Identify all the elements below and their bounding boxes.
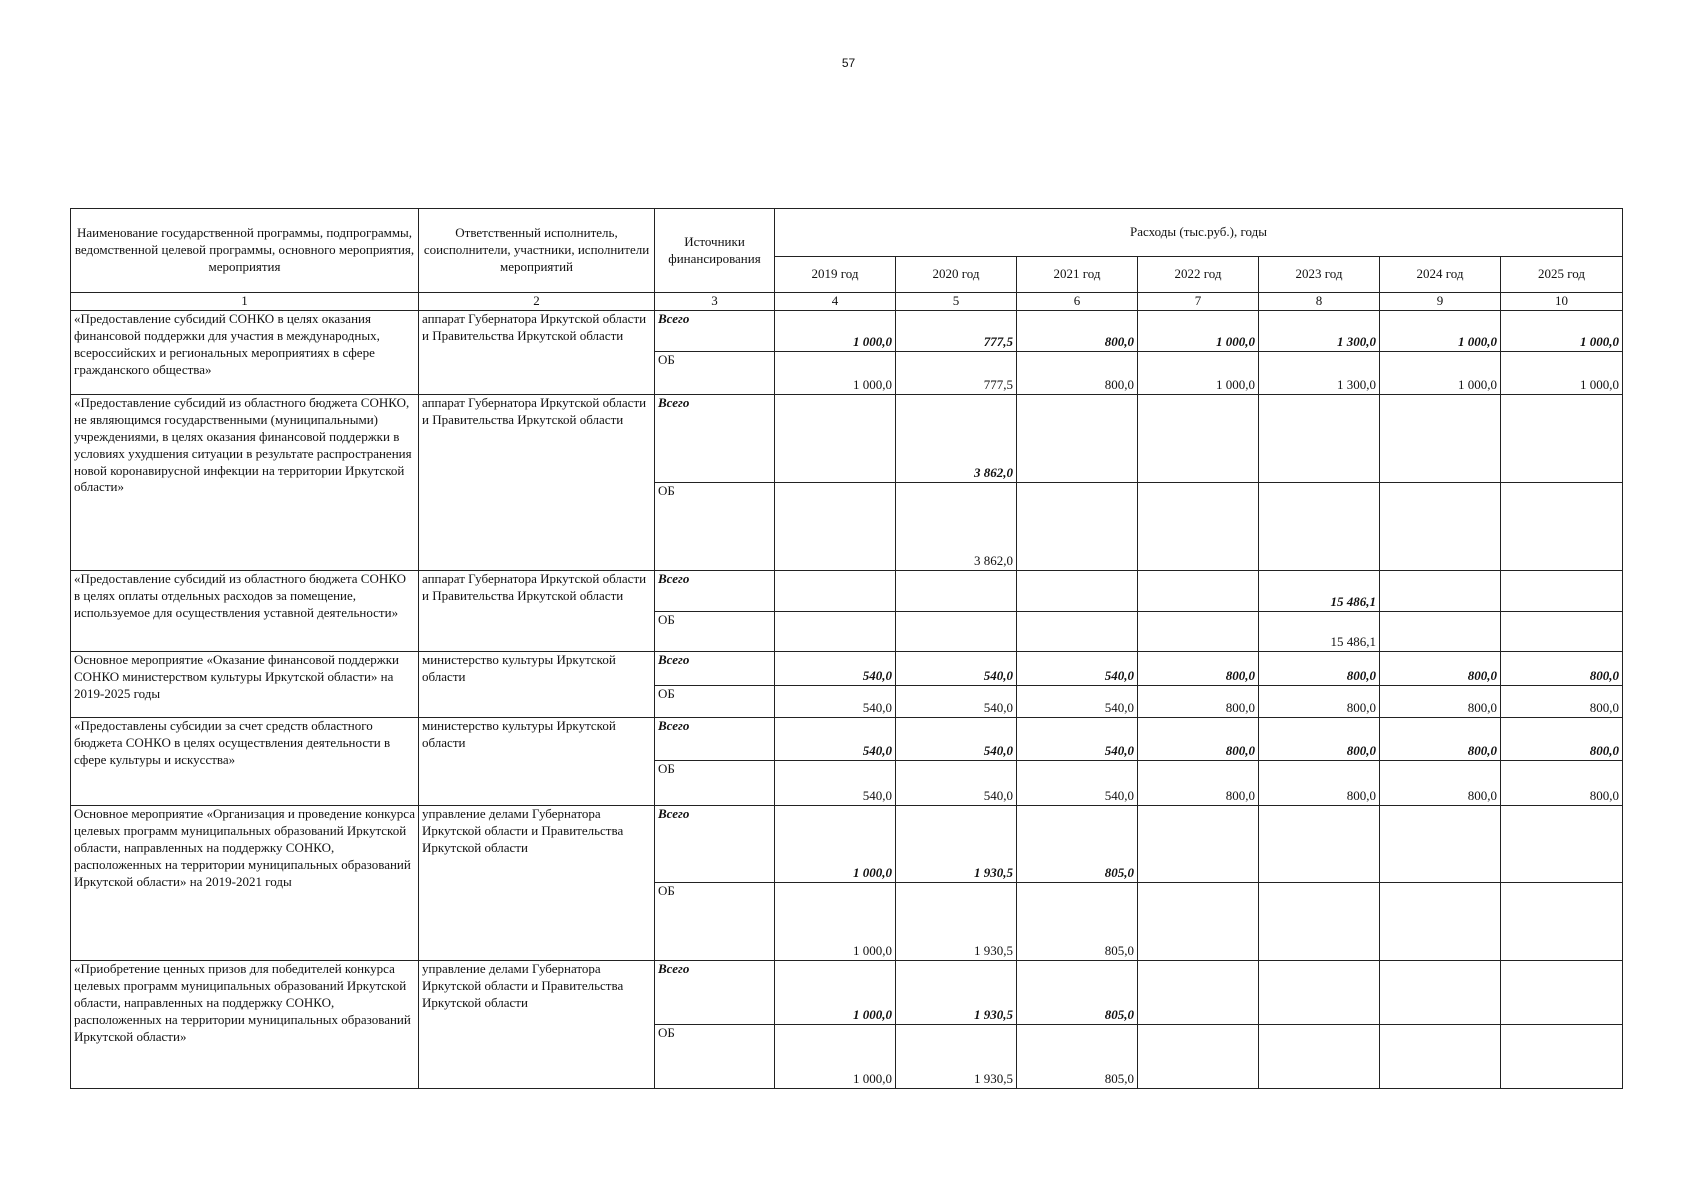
value-ob: 1 300,0 <box>1259 352 1380 395</box>
value-total: 3 862,0 <box>896 395 1017 483</box>
value-ob: 1 930,5 <box>896 883 1017 961</box>
value-ob: 540,0 <box>775 686 896 718</box>
value-ob <box>1501 1025 1623 1089</box>
value-total: 1 000,0 <box>775 311 896 352</box>
value-ob <box>1259 1025 1380 1089</box>
value-total <box>1259 806 1380 883</box>
value-total <box>1501 571 1623 612</box>
executor: министерство культуры Иркутской области <box>419 718 655 806</box>
value-total <box>1501 961 1623 1025</box>
table-row-total <box>71 311 1623 352</box>
value-ob: 800,0 <box>1501 761 1623 806</box>
value-ob: 800,0 <box>1017 352 1138 395</box>
value-total: 1 000,0 <box>1501 311 1623 352</box>
value-total <box>1380 961 1501 1025</box>
value-ob: 1 000,0 <box>775 1025 896 1089</box>
header-executor: Ответственный исполнитель, соисполнители, участники, исполнители мероприятий <box>419 209 655 293</box>
value-total: 805,0 <box>1017 961 1138 1025</box>
value-total <box>1380 806 1501 883</box>
source-ob: ОБ <box>655 1025 775 1089</box>
source-total: Всего <box>655 718 775 761</box>
source-total: Всего <box>655 571 775 612</box>
value-total: 800,0 <box>1501 718 1623 761</box>
value-total: 540,0 <box>1017 718 1138 761</box>
header-name: Наименование государственной программы, подпрограммы, ведомственной целевой программы, основного мероприятия, мероприятия <box>71 209 419 293</box>
program-name: Основное мероприятие «Организация и проведение конкурса целевых программ муниципальных образований Иркутской области, направленных на поддержку СОНКО, расположенных на территории муниципальных образований Иркутской области» на 2019-2021 годы <box>71 806 419 961</box>
column-number: 5 <box>896 293 1017 311</box>
value-total <box>775 571 896 612</box>
value-total: 800,0 <box>1017 311 1138 352</box>
value-ob <box>775 483 896 571</box>
column-number: 8 <box>1259 293 1380 311</box>
value-ob: 805,0 <box>1017 1025 1138 1089</box>
table-row-total <box>71 652 1623 686</box>
header-year: 2021 год <box>1017 257 1138 293</box>
column-number: 4 <box>775 293 896 311</box>
value-total: 777,5 <box>896 311 1017 352</box>
value-ob <box>1380 483 1501 571</box>
value-ob <box>1017 483 1138 571</box>
value-ob <box>1501 612 1623 652</box>
header-expenses: Расходы (тыс.руб.), годы <box>775 209 1623 257</box>
value-total <box>1138 961 1259 1025</box>
value-ob: 800,0 <box>1380 686 1501 718</box>
value-ob <box>1380 1025 1501 1089</box>
value-total <box>775 395 896 483</box>
value-total <box>1259 961 1380 1025</box>
value-ob <box>1138 1025 1259 1089</box>
value-total <box>1501 395 1623 483</box>
table-row-total <box>71 806 1623 883</box>
value-ob <box>1501 883 1623 961</box>
value-total: 15 486,1 <box>1259 571 1380 612</box>
column-number: 2 <box>419 293 655 311</box>
value-total <box>896 571 1017 612</box>
value-total: 800,0 <box>1259 718 1380 761</box>
column-number: 3 <box>655 293 775 311</box>
executor: управление делами Губернатора Иркутской области и Правительства Иркутской области <box>419 961 655 1089</box>
table-row-total <box>71 718 1623 761</box>
source-ob: ОБ <box>655 883 775 961</box>
header-year: 2019 год <box>775 257 896 293</box>
value-ob: 540,0 <box>1017 761 1138 806</box>
value-ob: 1 000,0 <box>775 883 896 961</box>
value-ob <box>1138 483 1259 571</box>
value-total: 800,0 <box>1501 652 1623 686</box>
value-ob <box>1138 883 1259 961</box>
value-ob: 800,0 <box>1138 686 1259 718</box>
value-ob <box>1259 483 1380 571</box>
value-ob: 540,0 <box>896 686 1017 718</box>
value-ob: 1 000,0 <box>1138 352 1259 395</box>
table-row-total <box>71 961 1623 1025</box>
value-total: 800,0 <box>1259 652 1380 686</box>
program-name: Основное мероприятие «Оказание финансовой поддержки СОНКО министерством культуры Иркутской области» на 2019-2025 годы <box>71 652 419 718</box>
header-year: 2020 год <box>896 257 1017 293</box>
program-name: «Предоставление субсидий СОНКО в целях оказания финансовой поддержки для участия в международных, всероссийских и региональных мероприятиях в сфере гражданского общества» <box>71 311 419 395</box>
value-total <box>1017 571 1138 612</box>
column-number: 10 <box>1501 293 1623 311</box>
value-ob <box>775 612 896 652</box>
value-ob: 1 000,0 <box>1380 352 1501 395</box>
executor: аппарат Губернатора Иркутской области и Правительства Иркутской области <box>419 395 655 571</box>
value-ob: 805,0 <box>1017 883 1138 961</box>
column-number: 6 <box>1017 293 1138 311</box>
source-ob: ОБ <box>655 686 775 718</box>
program-name: «Предоставлены субсидии за счет средств областного бюджета СОНКО в целях осуществления деятельности в сфере культуры и искусства» <box>71 718 419 806</box>
source-ob: ОБ <box>655 612 775 652</box>
value-total: 1 000,0 <box>1138 311 1259 352</box>
value-total: 540,0 <box>896 652 1017 686</box>
source-total: Всего <box>655 806 775 883</box>
budget-table <box>70 208 1623 1089</box>
table-row-total <box>71 571 1623 612</box>
page-number: 57 <box>841 56 856 70</box>
value-total: 540,0 <box>1017 652 1138 686</box>
value-total: 1 000,0 <box>775 806 896 883</box>
value-total <box>1138 806 1259 883</box>
header-source: Источники финансирования <box>655 209 775 293</box>
table-body <box>71 311 1623 1089</box>
header-year: 2022 год <box>1138 257 1259 293</box>
value-total: 800,0 <box>1138 718 1259 761</box>
value-ob <box>1380 612 1501 652</box>
value-total: 1 000,0 <box>1380 311 1501 352</box>
program-name: «Предоставление субсидий из областного бюджета СОНКО, не являющимся государственными (муниципальными) учреждениями, в целях оказания финансовой поддержки в условиях ухудшения ситуации в результате распространения новой коронавирусной инфекции на территории Иркутской области» <box>71 395 419 571</box>
header-year: 2025 год <box>1501 257 1623 293</box>
value-ob <box>896 612 1017 652</box>
source-total: Всего <box>655 311 775 352</box>
header-year: 2024 год <box>1380 257 1501 293</box>
value-ob: 1 000,0 <box>1501 352 1623 395</box>
value-ob <box>1380 883 1501 961</box>
value-ob: 800,0 <box>1259 761 1380 806</box>
value-ob: 1 000,0 <box>775 352 896 395</box>
source-total: Всего <box>655 961 775 1025</box>
source-ob: ОБ <box>655 761 775 806</box>
value-total: 540,0 <box>775 652 896 686</box>
value-total <box>1380 571 1501 612</box>
value-total <box>1138 571 1259 612</box>
source-ob: ОБ <box>655 483 775 571</box>
value-ob: 800,0 <box>1138 761 1259 806</box>
value-ob: 800,0 <box>1380 761 1501 806</box>
executor: министерство культуры Иркутской области <box>419 652 655 718</box>
value-ob: 540,0 <box>896 761 1017 806</box>
value-total: 540,0 <box>896 718 1017 761</box>
value-total: 540,0 <box>775 718 896 761</box>
value-total: 1 930,5 <box>896 806 1017 883</box>
value-total <box>1138 395 1259 483</box>
value-ob: 15 486,1 <box>1259 612 1380 652</box>
value-total <box>1017 395 1138 483</box>
value-ob: 540,0 <box>775 761 896 806</box>
value-total <box>1380 395 1501 483</box>
value-total <box>1501 806 1623 883</box>
source-total: Всего <box>655 652 775 686</box>
value-ob: 540,0 <box>1017 686 1138 718</box>
source-total: Всего <box>655 395 775 483</box>
executor: аппарат Губернатора Иркутской области и Правительства Иркутской области <box>419 311 655 395</box>
header-year: 2023 год <box>1259 257 1380 293</box>
executor: аппарат Губернатора Иркутской области и Правительства Иркутской области <box>419 571 655 652</box>
column-number: 7 <box>1138 293 1259 311</box>
value-ob: 3 862,0 <box>896 483 1017 571</box>
column-number: 9 <box>1380 293 1501 311</box>
value-ob <box>1259 883 1380 961</box>
value-ob: 800,0 <box>1501 686 1623 718</box>
value-total: 800,0 <box>1380 718 1501 761</box>
program-name: «Предоставление субсидий из областного бюджета СОНКО в целях оплаты отдельных расходов за помещение, используемое для осуществления уставной деятельности» <box>71 571 419 652</box>
column-number: 1 <box>71 293 419 311</box>
value-ob: 777,5 <box>896 352 1017 395</box>
executor: управление делами Губернатора Иркутской области и Правительства Иркутской области <box>419 806 655 961</box>
source-ob: ОБ <box>655 352 775 395</box>
value-total: 1 000,0 <box>775 961 896 1025</box>
value-ob: 1 930,5 <box>896 1025 1017 1089</box>
value-total: 1 300,0 <box>1259 311 1380 352</box>
value-total <box>1259 395 1380 483</box>
program-name: «Приобретение ценных призов для победителей конкурса целевых программ муниципальных образований Иркутской области, направленных на поддержку СОНКО, расположенных на территории муниципальных образований Иркутской области» <box>71 961 419 1089</box>
value-total: 800,0 <box>1138 652 1259 686</box>
value-total: 1 930,5 <box>896 961 1017 1025</box>
value-ob <box>1017 612 1138 652</box>
value-total: 805,0 <box>1017 806 1138 883</box>
table-row-total <box>71 395 1623 483</box>
value-total: 800,0 <box>1380 652 1501 686</box>
value-ob: 800,0 <box>1259 686 1380 718</box>
value-ob <box>1138 612 1259 652</box>
value-ob <box>1501 483 1623 571</box>
